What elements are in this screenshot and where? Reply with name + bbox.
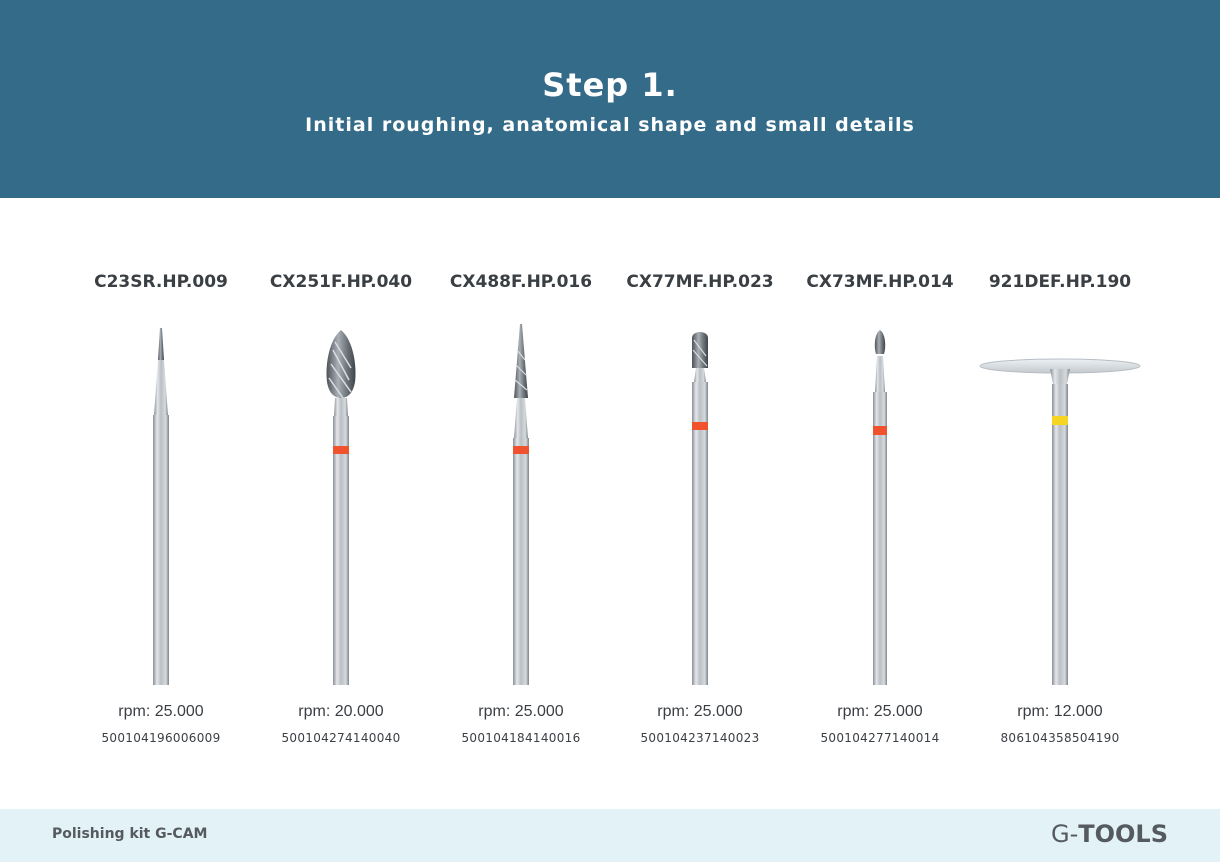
page-subtitle: Initial roughing, anatomical shape and small details — [305, 114, 915, 136]
brand-prefix: G- — [1050, 820, 1079, 848]
brand-name: TOOLS — [1078, 820, 1168, 848]
tool-rpm: rpm: 25.000 — [837, 703, 923, 720]
disc-image — [1010, 320, 1110, 686]
tool-article-number: 500104184140016 — [461, 731, 581, 745]
tool-rpm: rpm: 20.000 — [298, 703, 384, 720]
bur-image — [111, 320, 211, 686]
tool-code: 921DEF.HP.190 — [988, 272, 1132, 292]
tool-card — [610, 260, 790, 760]
color-ring — [1052, 416, 1068, 425]
tool-code: CX73MF.HP.014 — [806, 272, 954, 292]
tool-article-number: 500104274140040 — [281, 731, 401, 745]
tool-card — [251, 260, 431, 760]
tool-rpm: rpm: 25.000 — [657, 703, 743, 720]
bur-image — [830, 320, 930, 686]
kit-name: Polishing kit G-CAM — [52, 826, 208, 842]
tool-card — [970, 260, 1150, 760]
tool-code: CX251F.HP.040 — [269, 272, 413, 292]
tool-rpm: rpm: 25.000 — [118, 703, 204, 720]
tool-article-number: 500104277140014 — [820, 731, 940, 745]
tool-article-number: 500104196006009 — [101, 731, 221, 745]
color-ring — [692, 422, 708, 430]
tool-code: CX77MF.HP.023 — [626, 272, 774, 292]
page-header — [0, 0, 1220, 198]
bur-image — [650, 320, 750, 686]
tool-code: C23SR.HP.009 — [94, 272, 228, 292]
bur-image — [471, 320, 571, 686]
tool-card — [431, 260, 611, 760]
bur-image — [291, 320, 391, 686]
tool-code: CX488F.HP.016 — [449, 272, 593, 292]
page-title: Step 1. — [542, 66, 678, 104]
tool-article-number: 500104237140023 — [640, 731, 760, 745]
color-ring — [333, 446, 349, 454]
color-ring — [873, 426, 887, 435]
tool-card — [790, 260, 970, 760]
color-ring — [513, 446, 529, 454]
brand-logo — [1051, 820, 1168, 848]
page-footer — [0, 809, 1220, 862]
tool-rpm: rpm: 25.000 — [478, 703, 564, 720]
tool-rpm: rpm: 12.000 — [1017, 703, 1103, 720]
tool-article-number: 806104358504190 — [1000, 731, 1120, 745]
tool-card — [71, 260, 251, 760]
